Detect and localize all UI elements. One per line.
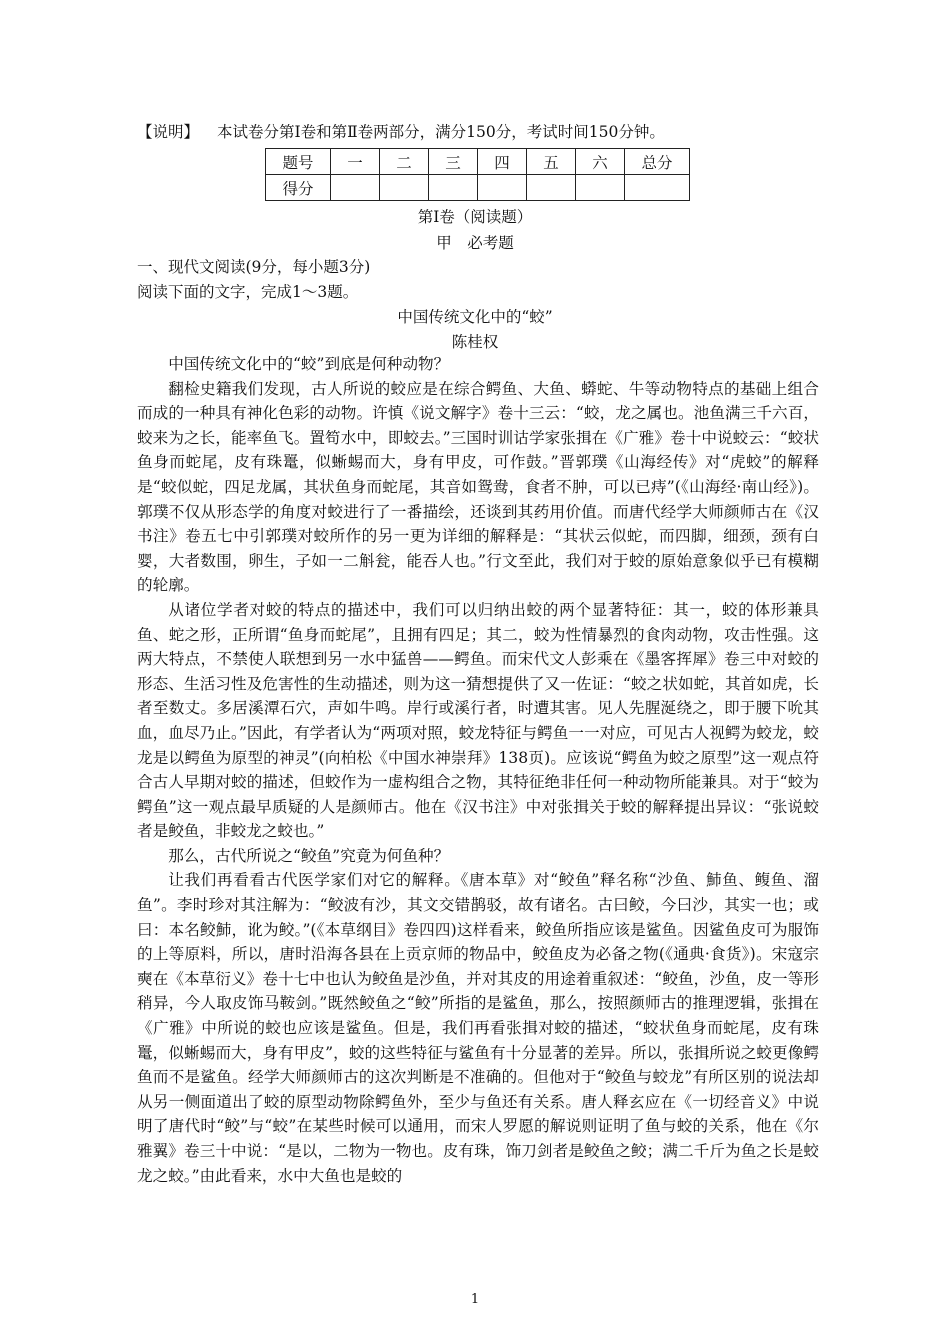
score-row-label: 得分 xyxy=(266,175,331,201)
article-author: 陈桂权 xyxy=(451,333,499,351)
score-header-cell: 二 xyxy=(380,149,429,175)
article-paragraph: 那么，古代所说之“鲛鱼”究竟为何鱼种？ xyxy=(168,846,450,865)
score-table xyxy=(265,148,690,201)
score-header-cell: 三 xyxy=(429,149,478,175)
note-tag: 【说明】 xyxy=(137,123,200,141)
score-cell xyxy=(331,175,380,201)
score-header-cell: 总分 xyxy=(625,149,690,175)
instruction-text: 阅读下面的文字，完成1～3题。 xyxy=(137,283,359,301)
score-cell xyxy=(625,175,690,201)
score-table-header-row xyxy=(266,149,690,175)
part1-heading: 一、现代文阅读(9分，每小题3分) xyxy=(137,258,371,276)
score-cell xyxy=(576,175,625,201)
article-body xyxy=(137,352,819,1188)
section-title: 甲 必考题 xyxy=(436,234,514,252)
score-header-cell: 题号 xyxy=(266,149,331,175)
score-header-cell: 四 xyxy=(478,149,527,175)
score-table-score-row xyxy=(266,175,690,201)
score-header-cell: 六 xyxy=(576,149,625,175)
note-text: 本试卷分第Ⅰ卷和第Ⅱ卷两部分，满分150分，考试时间150分钟。 xyxy=(217,123,665,141)
score-cell xyxy=(380,175,429,201)
score-header-cell: 一 xyxy=(331,149,380,175)
article-paragraph: 从诸位学者对蛟的特点的描述中，我们可以归纳出蛟的两个显著特征：其一，蛟的体形兼具鱼、蛇之形，正所谓“鱼身而蛇尾”，且拥有四足；其二，蛟为性情暴烈的食肉动物，攻击性强。这两大特点，不禁使人联想到另一水中猛兽——鳄鱼。而宋代文人彭乘在《墨客挥犀》卷三中对蛟的形态、生活习性及危害性的生动描述，则为这一猜想提供了又一佐证：“蛟之状如蛇，其首如虎，长者至数丈。多居溪潭石穴，声如牛鸣。岸行或溪行者，时遭其害。见人先腥涎绕之，即于腰下吮其血，血尽乃止。”因此，有学者认为“两项对照，蛟龙特征与鳄鱼一一对应，可见古人视鳄为蛟龙，蛟龙是以鳄鱼为原型的神灵”(向柏松《中国水神崇拜》138页)。应该说“鳄鱼为蛟之原型”这一观点符合古人早期对蛟的描述，但蛟作为一虚构组合之物，其特征绝非任何一种动物所能兼具。对于“蛟为鳄鱼”这一观点最早质疑的人是颜师古。他在《汉书注》中对张揖关于蛟的解释提出异议：“张说蛟者是鲛鱼，非蛟龙之蛟也。” xyxy=(137,600,819,841)
page-number: 1 xyxy=(470,1292,480,1307)
exam-note xyxy=(137,120,665,142)
score-cell xyxy=(527,175,576,201)
score-cell xyxy=(478,175,527,201)
article-paragraph: 让我们再看看古代医学家们对它的解释。《唐本草》对“鲛鱼”释名称“沙鱼、䰽鱼、鳆鱼、溜鱼”。李时珍对其注解为：“鲛波有沙，其文交错鹊驳，故有诸名。古曰鲛，今曰沙，其实一也；或曰：本名鲛䰽，讹为鲛。”(《本草纲目》卷四四)这样看来，鲛鱼所指应该是鲨鱼。因鲨鱼皮可为服饰的上等原料，所以，唐时沿海各县在上贡京师的物品中，鲛鱼皮为必备之物(《通典·食货》)。宋寇宗奭在《本草衍义》卷十七中也认为鲛鱼是沙鱼，并对其皮的用途着重叙述：“鲛鱼，沙鱼，皮一等形稍异，今人取皮饰马鞍剑。”既然鲛鱼之“鲛”所指的是鲨鱼，那么，按照颜师古的推理逻辑，张揖在《广雅》中所说的蛟也应该是鲨鱼。但是，我们再看张揖对蛟的描述，“蛟状鱼身而蛇尾，皮有珠鼍，似蜥蜴而大，身有甲皮”，蛟的这些特征与鲨鱼有十分显著的差异。所以，张揖所说之蛟更像鳄鱼而不是鲨鱼。经学大师颜师古的这次判断是不准确的。但他对于“鲛鱼与蛟龙”有所区别的说法却从另一侧面道出了蛟的原型动物除鳄鱼外，至少与鱼还有关系。唐人释玄应在《一切经音义》中说明了唐代时“鲛”与“蛟”在某些时候可以通用，而宋人罗愿的解说则证明了鱼与蛟的关系，他在《尔雅翼》卷三十中说：“是以，二物为一物也。皮有珠，饰刀剑者是鲛鱼之鲛；满二千斤为鱼之长是蛟龙之蛟。”由此看来，水中大鱼也是蛟的 xyxy=(137,871,819,1185)
article-title: 中国传统文化中的“蛟” xyxy=(397,308,553,326)
article-paragraph: 翻检史籍我们发现，古人所说的蛟应是在综合鳄鱼、大鱼、蟒蛇、牛等动物特点的基础上组合而成的一种具有神化色彩的动物。许慎《说文解字》卷十三云：“蛟，龙之属也。池鱼满三千六百，蛟来为之长，能率鱼飞。置笱水中，即蛟去。”三国时训诂学家张揖在《广雅》卷十中说蛟云：“蛟状鱼身而蛇尾，皮有珠鼍，似蜥蜴而大，身有甲皮，可作鼓。”晋郭璞《山海经传》对“虎蛟”的解释是“蛟似蛇，四足龙属，其状鱼身而蛇尾，其音如鸳鸯，食者不肿，可以已痔”(《山海经·南山经》)。郭璞不仅从形态学的角度对蛟进行了一番描绘，还谈到其药用价值。而唐代经学大师颜师古在《汉书注》卷五七中引郭璞对蛟所作的另一更为详细的解释是：“其状云似蛇，而四脚，细颈，颈有白婴，大者数围，卵生，子如一二斛瓮，能吞人也。”行文至此，我们对于蛟的原始意象似乎已有模糊的轮廓。 xyxy=(137,379,819,595)
volume-title: 第Ⅰ卷（阅读题） xyxy=(417,208,533,226)
score-header-cell: 五 xyxy=(527,149,576,175)
article-paragraph: 中国传统文化中的“蛟”到底是何种动物？ xyxy=(168,355,450,373)
score-cell xyxy=(429,175,478,201)
